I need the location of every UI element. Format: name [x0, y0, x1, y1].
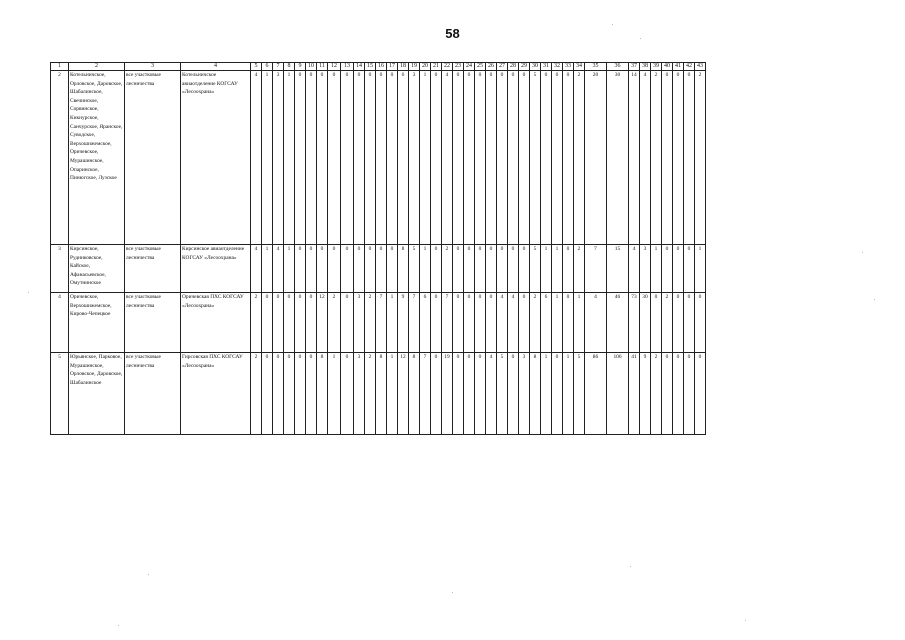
value-cell: 30: [607, 71, 629, 245]
value-cell: 0: [306, 353, 317, 435]
column-number: 1: [51, 63, 69, 71]
value-cell: 0: [376, 71, 387, 245]
value-cell: 0: [519, 293, 530, 353]
value-cell: 0: [563, 293, 574, 353]
value-cell: 0: [341, 293, 354, 353]
value-cell: 0: [475, 245, 486, 293]
value-cell: 4: [497, 293, 508, 353]
value-cell: 8: [317, 353, 328, 435]
value-cell: 0: [464, 71, 475, 245]
value-cell: 0: [475, 71, 486, 245]
column-number: 32: [552, 63, 563, 71]
value-cell: 4: [640, 71, 651, 245]
value-cell: 0: [387, 71, 398, 245]
row-number-cell: 5: [51, 353, 69, 435]
organization-cell: Гирсовская ПХС КОГСАУ «Лесоохрана»: [181, 353, 251, 435]
value-cell: 73: [629, 293, 640, 353]
districts-cell: Оричевское, Верхошижемское, Кирово-Чепецкое: [69, 293, 125, 353]
column-number: 24: [464, 63, 475, 71]
column-number: 3: [125, 63, 181, 71]
value-cell: 2: [251, 353, 262, 435]
value-cell: 2: [695, 71, 706, 245]
value-cell: 0: [376, 245, 387, 293]
value-cell: 0: [464, 353, 475, 435]
column-number: 17: [387, 63, 398, 71]
value-cell: 0: [508, 353, 519, 435]
value-cell: 0: [508, 245, 519, 293]
value-cell: 4: [273, 245, 284, 293]
column-number: 23: [453, 63, 464, 71]
value-cell: 0: [262, 293, 273, 353]
value-cell: 0: [673, 245, 684, 293]
value-cell: 0: [695, 293, 706, 353]
column-number: 33: [563, 63, 574, 71]
value-cell: 0: [431, 293, 442, 353]
value-cell: 0: [317, 245, 328, 293]
organization-cell: Оричевская ПХС КОГСАУ «Лесоохрана»: [181, 293, 251, 353]
value-cell: 0: [453, 293, 464, 353]
value-cell: 0: [662, 353, 673, 435]
value-cell: 1: [541, 353, 552, 435]
forestries-cell: все участковые лесничества: [125, 71, 181, 245]
districts-cell: Котельничское, Орловское, Даровское, Шабалинское, Свечинское, Сорвинское, Кикнурское, Санчурское, Яранское, Суводское, Верхошижемское, Оричевское, Мурашинское, Опаринское, Пинюгское, Лузское: [69, 71, 125, 245]
value-cell: 0: [453, 245, 464, 293]
value-cell: 0: [508, 71, 519, 245]
column-number: 39: [651, 63, 662, 71]
forestries-cell: все участковые лесничества: [125, 353, 181, 435]
scan-speck: [862, 252, 863, 253]
value-cell: 0: [341, 71, 354, 245]
value-cell: 0: [262, 353, 273, 435]
column-number: 14: [354, 63, 365, 71]
value-cell: 1: [420, 245, 431, 293]
value-cell: 8: [376, 353, 387, 435]
value-cell: 0: [317, 71, 328, 245]
value-cell: 12: [398, 353, 409, 435]
value-cell: 1: [541, 245, 552, 293]
value-cell: 0: [341, 245, 354, 293]
value-cell: 3: [273, 71, 284, 245]
value-cell: 2: [574, 71, 585, 245]
column-number: 27: [497, 63, 508, 71]
column-number: 8: [284, 63, 295, 71]
value-cell: 0: [328, 71, 341, 245]
districts-cell: Кирсинское, Рудниковское, Кайское, Афанасьевское, Омутнинское: [69, 245, 125, 293]
value-cell: 0: [563, 245, 574, 293]
scan-speck: [640, 38, 641, 39]
value-cell: 0: [295, 245, 306, 293]
value-cell: 9: [398, 293, 409, 353]
value-cell: 0: [541, 71, 552, 245]
value-cell: 0: [651, 293, 662, 353]
column-number: 7: [273, 63, 284, 71]
value-cell: 0: [486, 245, 497, 293]
value-cell: 4: [442, 71, 453, 245]
forestries-cell: все участковые лесничества: [125, 245, 181, 293]
value-cell: 1: [387, 293, 398, 353]
column-number: 42: [684, 63, 695, 71]
column-number: 20: [420, 63, 431, 71]
scan-speck: [452, 592, 453, 593]
value-cell: 106: [607, 353, 629, 435]
value-cell: 41: [629, 353, 640, 435]
document-table: [50, 62, 706, 435]
value-cell: 4: [585, 293, 607, 353]
column-number: 28: [508, 63, 519, 71]
value-cell: 5: [530, 245, 541, 293]
column-number: 18: [398, 63, 409, 71]
column-number: 22: [442, 63, 453, 71]
value-cell: 0: [695, 353, 706, 435]
value-cell: 7: [442, 293, 453, 353]
value-cell: 0: [354, 71, 365, 245]
column-number: 4: [181, 63, 251, 71]
value-cell: 1: [420, 71, 431, 245]
value-cell: 0: [519, 245, 530, 293]
value-cell: 2: [365, 353, 376, 435]
value-cell: 0: [306, 245, 317, 293]
value-cell: 2: [530, 293, 541, 353]
value-cell: 0: [365, 71, 376, 245]
value-cell: 8: [409, 353, 420, 435]
table-row: [51, 245, 706, 293]
value-cell: 9: [640, 353, 651, 435]
value-cell: 0: [475, 353, 486, 435]
value-cell: 3: [409, 71, 420, 245]
value-cell: 4: [629, 245, 640, 293]
value-cell: 3: [519, 353, 530, 435]
value-cell: 0: [662, 245, 673, 293]
value-cell: 8: [398, 245, 409, 293]
value-cell: 0: [673, 293, 684, 353]
scan-speck: [118, 625, 119, 626]
value-cell: 0: [684, 245, 695, 293]
value-cell: 0: [497, 245, 508, 293]
value-cell: 0: [497, 71, 508, 245]
value-cell: 0: [464, 293, 475, 353]
value-cell: 0: [273, 353, 284, 435]
value-cell: 1: [284, 71, 295, 245]
value-cell: 4: [486, 353, 497, 435]
value-cell: 86: [585, 353, 607, 435]
value-cell: 0: [431, 353, 442, 435]
value-cell: 7: [585, 245, 607, 293]
value-cell: 0: [662, 71, 673, 245]
value-cell: 2: [365, 293, 376, 353]
column-number: 35: [585, 63, 607, 71]
value-cell: 1: [651, 245, 662, 293]
value-cell: 2: [574, 245, 585, 293]
value-cell: 0: [341, 353, 354, 435]
column-number: 36: [607, 63, 629, 71]
value-cell: 0: [431, 245, 442, 293]
value-cell: 0: [684, 293, 695, 353]
value-cell: 3: [640, 245, 651, 293]
value-cell: 2: [328, 293, 341, 353]
scan-speck: [630, 566, 631, 567]
value-cell: 0: [431, 71, 442, 245]
table-row: [51, 353, 706, 435]
value-cell: 0: [673, 353, 684, 435]
value-cell: 0: [475, 293, 486, 353]
value-cell: 7: [409, 293, 420, 353]
value-cell: 0: [354, 245, 365, 293]
scan-speck: [745, 620, 746, 621]
value-cell: 0: [552, 353, 563, 435]
value-cell: 0: [684, 353, 695, 435]
value-cell: 1: [387, 353, 398, 435]
value-cell: 0: [295, 353, 306, 435]
column-number: 6: [262, 63, 273, 71]
value-cell: 6: [420, 293, 431, 353]
value-cell: 30: [640, 293, 651, 353]
value-cell: 0: [464, 245, 475, 293]
column-number: 19: [409, 63, 420, 71]
value-cell: 2: [442, 245, 453, 293]
value-cell: 5: [497, 353, 508, 435]
value-cell: 4: [251, 71, 262, 245]
column-number: 11: [317, 63, 328, 71]
value-cell: 0: [453, 71, 464, 245]
column-number: 15: [365, 63, 376, 71]
value-cell: 0: [519, 71, 530, 245]
column-number: 29: [519, 63, 530, 71]
value-cell: 19: [442, 353, 453, 435]
value-cell: 6: [541, 293, 552, 353]
value-cell: 4: [508, 293, 519, 353]
table-row: [51, 293, 706, 353]
row-number-cell: 3: [51, 245, 69, 293]
column-number: 34: [574, 63, 585, 71]
value-cell: 1: [262, 245, 273, 293]
value-cell: 7: [376, 293, 387, 353]
column-number: 26: [486, 63, 497, 71]
column-number: 13: [341, 63, 354, 71]
value-cell: 2: [651, 353, 662, 435]
scan-speck: [874, 299, 875, 300]
forestries-cell: все участковые лесничества: [125, 293, 181, 353]
row-number-cell: 4: [51, 293, 69, 353]
value-cell: 1: [552, 245, 563, 293]
column-number: 38: [640, 63, 651, 71]
organization-cell: Котельничское авиаотделение КОГСАУ «Лесоохрана»: [181, 71, 251, 245]
value-cell: 4: [251, 245, 262, 293]
column-number: 30: [530, 63, 541, 71]
value-cell: 0: [387, 245, 398, 293]
scan-speck: [612, 24, 613, 25]
value-cell: 2: [251, 293, 262, 353]
value-cell: 15: [607, 245, 629, 293]
column-number: 21: [431, 63, 442, 71]
column-number-row: [51, 63, 706, 71]
value-cell: 1: [328, 353, 341, 435]
value-cell: 1: [695, 245, 706, 293]
value-cell: 6: [398, 71, 409, 245]
value-cell: 1: [552, 293, 563, 353]
value-cell: 8: [530, 353, 541, 435]
value-cell: 0: [273, 293, 284, 353]
value-cell: 0: [684, 71, 695, 245]
value-cell: 46: [607, 293, 629, 353]
organization-cell: Кирсинское авиаотделение КОГСАУ «Лесоохрана»: [181, 245, 251, 293]
value-cell: 0: [306, 71, 317, 245]
value-cell: 5: [574, 353, 585, 435]
column-number: 25: [475, 63, 486, 71]
districts-cell: Юрьянское, Парковое, Мурашинское, Орловское, Даровское, Шабалинское: [69, 353, 125, 435]
value-cell: 0: [453, 353, 464, 435]
scan-speck: [28, 292, 29, 293]
value-cell: 0: [673, 71, 684, 245]
column-number: 31: [541, 63, 552, 71]
column-number: 9: [295, 63, 306, 71]
column-number: 12: [328, 63, 341, 71]
value-cell: 1: [262, 71, 273, 245]
column-number: 41: [673, 63, 684, 71]
value-cell: 5: [409, 245, 420, 293]
column-number: 10: [306, 63, 317, 71]
column-number: 37: [629, 63, 640, 71]
value-cell: 12: [317, 293, 328, 353]
value-cell: 14: [629, 71, 640, 245]
value-cell: 5: [530, 71, 541, 245]
column-number: 16: [376, 63, 387, 71]
scan-speck: [148, 574, 149, 575]
column-number: 2: [69, 63, 125, 71]
value-cell: 0: [552, 71, 563, 245]
page-number: 58: [445, 26, 460, 41]
row-number-cell: 2: [51, 71, 69, 245]
value-cell: 0: [486, 71, 497, 245]
value-cell: 0: [295, 71, 306, 245]
value-cell: 2: [662, 293, 673, 353]
value-cell: 3: [354, 293, 365, 353]
value-cell: 1: [563, 353, 574, 435]
table-row: [51, 71, 706, 245]
value-cell: 0: [486, 293, 497, 353]
value-cell: 1: [574, 293, 585, 353]
value-cell: 3: [354, 353, 365, 435]
column-number: 40: [662, 63, 673, 71]
value-cell: 0: [328, 245, 341, 293]
value-cell: 1: [284, 245, 295, 293]
value-cell: 0: [284, 353, 295, 435]
column-number: 43: [695, 63, 706, 71]
value-cell: 20: [585, 71, 607, 245]
column-number: 5: [251, 63, 262, 71]
value-cell: 7: [420, 353, 431, 435]
value-cell: 0: [563, 71, 574, 245]
value-cell: 0: [365, 245, 376, 293]
value-cell: 0: [284, 293, 295, 353]
value-cell: 0: [306, 293, 317, 353]
value-cell: 0: [295, 293, 306, 353]
value-cell: 2: [651, 71, 662, 245]
